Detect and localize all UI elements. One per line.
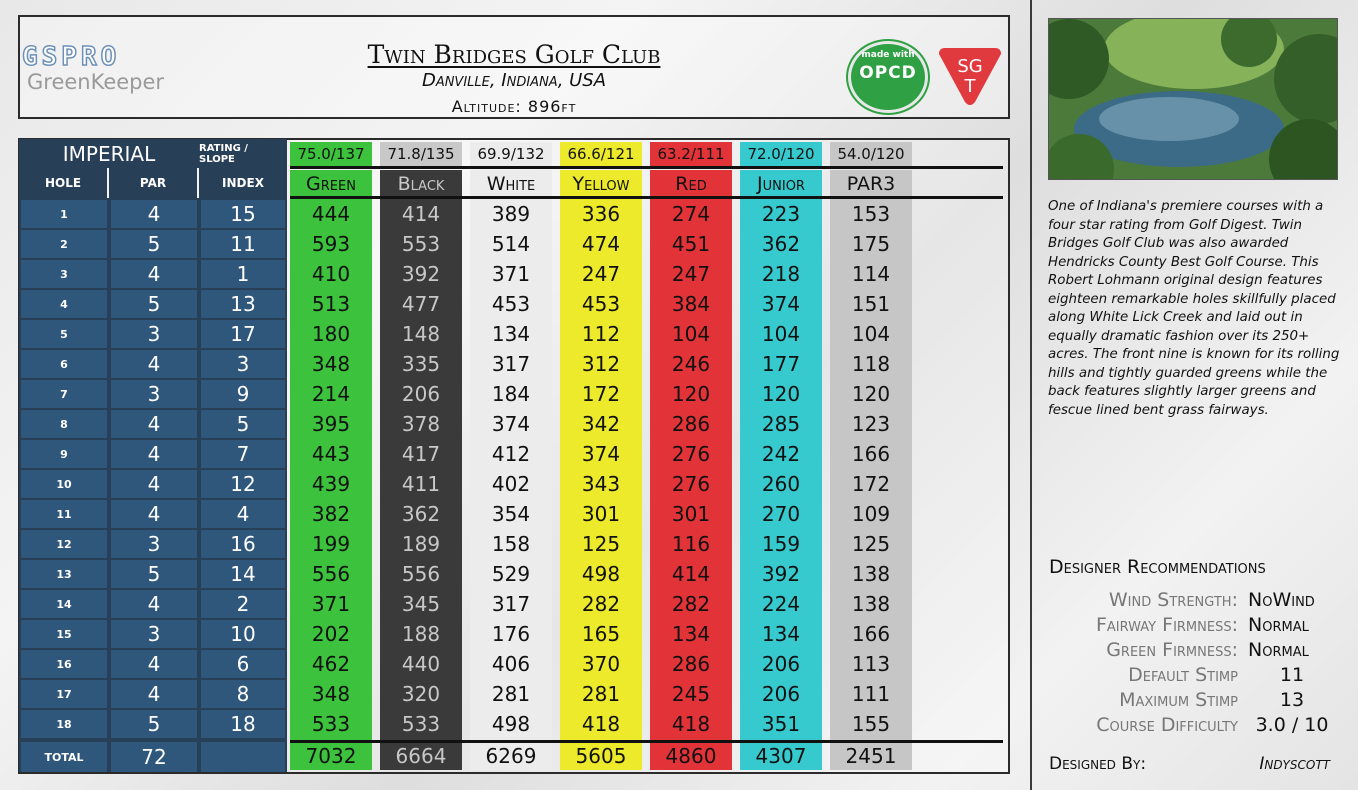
yardage-yellow: 312 <box>581 352 621 376</box>
yardage-green: 180 <box>311 322 351 346</box>
yardage-green: 202 <box>311 622 351 646</box>
index-value: 10 <box>201 620 285 648</box>
yardage-black: 417 <box>401 442 441 466</box>
hole-number: 9 <box>21 440 107 468</box>
yardage-junior: 206 <box>761 652 801 676</box>
yardage-black: 440 <box>401 652 441 676</box>
yardage-yellow: 112 <box>581 322 621 346</box>
tee-rating-yellow: 66.6/121 <box>560 142 642 166</box>
yardage-white: 406 <box>491 652 531 676</box>
recommendation-value: Normal <box>1248 639 1309 661</box>
yardage-red: 301 <box>671 502 711 526</box>
recommendation-value: NoWind <box>1248 589 1315 611</box>
yardage-junior: 260 <box>761 472 801 496</box>
yardage-junior: 134 <box>761 622 801 646</box>
hole-number: 13 <box>21 560 107 588</box>
yardage-red: 134 <box>671 622 711 646</box>
yardage-junior: 120 <box>761 382 801 406</box>
hole-number: 6 <box>21 350 107 378</box>
tee-rating-junior: 72.0/120 <box>740 142 822 166</box>
index-value: 16 <box>201 530 285 558</box>
par-value: 5 <box>111 710 197 738</box>
yardage-yellow: 301 <box>581 502 621 526</box>
yardage-red: 282 <box>671 592 711 616</box>
yardage-green: 593 <box>311 232 351 256</box>
yardage-black: 335 <box>401 352 441 376</box>
yardage-yellow: 125 <box>581 532 621 556</box>
yardage-red: 286 <box>671 412 711 436</box>
hole-number: 17 <box>21 680 107 708</box>
yardage-junior: 159 <box>761 532 801 556</box>
index-value: 6 <box>201 650 285 678</box>
total-yardage-red: 4860 <box>665 744 717 768</box>
par-value: 4 <box>111 440 197 468</box>
yardage-black: 362 <box>401 502 441 526</box>
recommendation-label: Course Difficulty <box>1096 714 1238 736</box>
par-value: 5 <box>111 560 197 588</box>
yardage-black: 414 <box>401 202 441 226</box>
tee-rating-black: 71.8/135 <box>380 142 462 166</box>
yardage-par3: 113 <box>851 652 891 676</box>
par-value: 4 <box>111 590 197 618</box>
index-value: 14 <box>201 560 285 588</box>
index-value: 1 <box>201 260 285 288</box>
yardage-red: 286 <box>671 652 711 676</box>
yardage-red: 245 <box>671 682 711 706</box>
yardage-red: 246 <box>671 352 711 376</box>
yardage-par3: 114 <box>851 262 891 286</box>
yardage-green: 513 <box>311 292 351 316</box>
yardage-par3: 125 <box>851 532 891 556</box>
par-value: 4 <box>111 410 197 438</box>
tee-name-black: Black <box>397 173 445 195</box>
par-value: 5 <box>111 230 197 258</box>
tee-name-junior: Junior <box>757 173 805 195</box>
yardage-par3: 111 <box>851 682 891 706</box>
yardage-black: 553 <box>401 232 441 256</box>
recommendation-label: Default Stimp <box>1128 664 1238 686</box>
tee-name-green: Green <box>306 173 356 195</box>
yardage-black: 378 <box>401 412 441 436</box>
recommendation-value: 11 <box>1279 664 1305 686</box>
hole-number: 4 <box>21 290 107 318</box>
course-photo <box>1048 18 1338 180</box>
yardage-black: 189 <box>401 532 441 556</box>
total-label: TOTAL <box>21 742 107 772</box>
yardage-junior: 206 <box>761 682 801 706</box>
tee-rating-green: 75.0/137 <box>290 142 372 166</box>
yardage-par3: 151 <box>851 292 891 316</box>
yardage-yellow: 336 <box>581 202 621 226</box>
index-value: 9 <box>201 380 285 408</box>
yardage-white: 281 <box>491 682 531 706</box>
index-value: 11 <box>201 230 285 258</box>
yardage-junior: 392 <box>761 562 801 586</box>
total-index-blank <box>201 742 285 772</box>
designed-by-label: Designed By: <box>1049 754 1147 774</box>
index-value: 15 <box>201 200 285 228</box>
yardage-white: 412 <box>491 442 531 466</box>
yardage-white: 453 <box>491 292 531 316</box>
yardage-par3: 138 <box>851 592 891 616</box>
par-value: 4 <box>111 200 197 228</box>
recommendation-label: Green Firmness: <box>1106 639 1238 661</box>
yardage-black: 320 <box>401 682 441 706</box>
yardage-black: 345 <box>401 592 441 616</box>
yardage-black: 148 <box>401 322 441 346</box>
yardage-red: 120 <box>671 382 711 406</box>
course-description: One of Indiana's premiere courses with a four star rating from Golf Digest. Twin Bridges Golf Club was also awarded Hendricks County Best Golf Course. This Robert Lohmann original design features eighteen remarkable holes skillfully placed along White Lick Creek and laid out in equally dramatic fashion over its 250+ acres. The front nine is known for its rolling hills and tightly guarded greens while the back features slightly larger greens and fescue lined bent grass fairways. <box>1048 199 1340 418</box>
index-value: 12 <box>201 470 285 498</box>
yardage-white: 158 <box>491 532 531 556</box>
recommendations-title: Designer Recommendations <box>1049 556 1266 578</box>
yardage-black: 206 <box>401 382 441 406</box>
yardage-red: 116 <box>671 532 711 556</box>
hole-number: 3 <box>21 260 107 288</box>
yardage-red: 276 <box>671 442 711 466</box>
greenkeeper-logo: GreenKeeper <box>27 70 165 94</box>
yardage-yellow: 370 <box>581 652 621 676</box>
hole-header: HOLE <box>19 168 107 198</box>
par-value: 4 <box>111 650 197 678</box>
index-value: 5 <box>201 410 285 438</box>
yardage-par3: 166 <box>851 622 891 646</box>
index-value: 17 <box>201 320 285 348</box>
yardage-black: 188 <box>401 622 441 646</box>
yardage-black: 477 <box>401 292 441 316</box>
yardage-par3: 138 <box>851 562 891 586</box>
yardage-red: 451 <box>671 232 711 256</box>
opcd-badge <box>848 41 928 113</box>
recommendation-label: Maximum Stimp <box>1119 689 1238 711</box>
yardage-white: 317 <box>491 592 531 616</box>
yardage-green: 371 <box>311 592 351 616</box>
yardage-yellow: 474 <box>581 232 621 256</box>
rating-slope-label: RATING / SLOPE <box>199 139 287 168</box>
yardage-green: 410 <box>311 262 351 286</box>
yardage-white: 514 <box>491 232 531 256</box>
hole-number: 1 <box>21 200 107 228</box>
gspro-logo: GSPRO <box>22 42 121 72</box>
index-value: 7 <box>201 440 285 468</box>
yardage-junior: 177 <box>761 352 801 376</box>
yardage-junior: 351 <box>761 712 801 736</box>
yardage-green: 443 <box>311 442 351 466</box>
yardage-green: 214 <box>311 382 351 406</box>
yardage-red: 418 <box>671 712 711 736</box>
yardage-white: 374 <box>491 412 531 436</box>
yardage-junior: 223 <box>761 202 801 226</box>
yardage-yellow: 165 <box>581 622 621 646</box>
yardage-par3: 175 <box>851 232 891 256</box>
par-value: 4 <box>111 260 197 288</box>
yardage-yellow: 247 <box>581 262 621 286</box>
yardage-white: 317 <box>491 352 531 376</box>
sgt-logo-top: SG <box>957 56 983 77</box>
total-par: 72 <box>111 742 197 772</box>
yardage-par3: 166 <box>851 442 891 466</box>
hole-number: 7 <box>21 380 107 408</box>
yardage-red: 414 <box>671 562 711 586</box>
yardage-yellow: 418 <box>581 712 621 736</box>
tee-rating-white: 69.9/132 <box>470 142 552 166</box>
recommendation-value: Normal <box>1248 614 1309 636</box>
yardage-yellow: 498 <box>581 562 621 586</box>
par-value: 4 <box>111 350 197 378</box>
yardage-red: 274 <box>671 202 711 226</box>
table-rule <box>290 196 1003 199</box>
designer-name: Indyscott <box>1259 754 1330 774</box>
yardage-junior: 242 <box>761 442 801 466</box>
yardage-red: 104 <box>671 322 711 346</box>
units-label: IMPERIAL <box>19 139 199 168</box>
yardage-par3: 118 <box>851 352 891 376</box>
yardage-black: 556 <box>401 562 441 586</box>
hole-number: 10 <box>21 470 107 498</box>
total-yardage-black: 6664 <box>395 744 447 768</box>
club-name: Twin Bridges Golf Club <box>367 40 661 69</box>
yardage-white: 354 <box>491 502 531 526</box>
par-value: 3 <box>111 380 197 408</box>
yardage-par3: 155 <box>851 712 891 736</box>
yardage-junior: 374 <box>761 292 801 316</box>
yardage-junior: 270 <box>761 502 801 526</box>
yardage-red: 384 <box>671 292 711 316</box>
index-value: 8 <box>201 680 285 708</box>
yardage-white: 529 <box>491 562 531 586</box>
opcd-badge-top: made with <box>861 50 915 60</box>
sgt-logo <box>935 46 1005 106</box>
recommendation-label: Fairway Firmness: <box>1095 614 1238 636</box>
tee-name-white: White <box>486 173 536 195</box>
hole-number: 2 <box>21 230 107 258</box>
hole-number: 5 <box>21 320 107 348</box>
hole-number: 16 <box>21 650 107 678</box>
yardage-green: 439 <box>311 472 351 496</box>
yardage-white: 389 <box>491 202 531 226</box>
yardage-green: 556 <box>311 562 351 586</box>
total-yardage-white: 6269 <box>485 744 537 768</box>
tee-name-yellow: Yellow <box>572 173 630 195</box>
sgt-logo-bottom: T <box>964 76 976 97</box>
index-value: 4 <box>201 500 285 528</box>
yardage-black: 411 <box>401 472 441 496</box>
yardage-green: 348 <box>311 352 351 376</box>
index-value: 18 <box>201 710 285 738</box>
tee-name-par3: PAR3 <box>846 173 896 195</box>
par-value: 5 <box>111 290 197 318</box>
yardage-yellow: 453 <box>581 292 621 316</box>
yardage-green: 462 <box>311 652 351 676</box>
yardage-green: 348 <box>311 682 351 706</box>
yardage-green: 382 <box>311 502 351 526</box>
tee-rating-red: 63.2/111 <box>650 142 732 166</box>
par-value: 4 <box>111 500 197 528</box>
yardage-red: 247 <box>671 262 711 286</box>
club-altitude: Altitude: 896ft <box>451 97 577 116</box>
par-value: 4 <box>111 470 197 498</box>
index-value: 13 <box>201 290 285 318</box>
yardage-black: 533 <box>401 712 441 736</box>
yardage-white: 134 <box>491 322 531 346</box>
yardage-yellow: 282 <box>581 592 621 616</box>
hole-number: 12 <box>21 530 107 558</box>
total-yardage-yellow: 5605 <box>575 744 627 768</box>
hole-number: 14 <box>21 590 107 618</box>
yardage-par3: 153 <box>851 202 891 226</box>
tee-rating-par3: 54.0/120 <box>830 142 912 166</box>
yardage-par3: 172 <box>851 472 891 496</box>
yardage-junior: 218 <box>761 262 801 286</box>
table-rule <box>290 740 1003 743</box>
yardage-red: 276 <box>671 472 711 496</box>
total-yardage-junior: 4307 <box>755 744 807 768</box>
par-value: 4 <box>111 680 197 708</box>
yardage-yellow: 342 <box>581 412 621 436</box>
yardage-yellow: 374 <box>581 442 621 466</box>
hole-number: 15 <box>21 620 107 648</box>
yardage-white: 371 <box>491 262 531 286</box>
hole-number: 11 <box>21 500 107 528</box>
yardage-junior: 104 <box>761 322 801 346</box>
yardage-par3: 123 <box>851 412 891 436</box>
yardage-green: 395 <box>311 412 351 436</box>
yardage-par3: 109 <box>851 502 891 526</box>
yardage-green: 444 <box>311 202 351 226</box>
club-location: Danville, Indiana, USA <box>421 70 607 91</box>
par-value: 3 <box>111 320 197 348</box>
yardage-par3: 104 <box>851 322 891 346</box>
yardage-junior: 285 <box>761 412 801 436</box>
yardage-white: 176 <box>491 622 531 646</box>
yardage-par3: 120 <box>851 382 891 406</box>
index-header: INDEX <box>199 168 287 198</box>
yardage-green: 199 <box>311 532 351 556</box>
yardage-yellow: 281 <box>581 682 621 706</box>
yardage-yellow: 172 <box>581 382 621 406</box>
recommendation-value: 13 <box>1279 689 1305 711</box>
tee-name-red: Red <box>675 173 707 195</box>
recommendation-value: 3.0 / 10 <box>1255 714 1329 736</box>
yardage-yellow: 343 <box>581 472 621 496</box>
total-yardage-green: 7032 <box>305 744 357 768</box>
panel-divider <box>1030 0 1032 790</box>
yardage-junior: 362 <box>761 232 801 256</box>
recommendation-label: Wind Strength: <box>1108 589 1238 611</box>
hole-number: 18 <box>21 710 107 738</box>
opcd-badge-main: OPCD <box>859 63 917 83</box>
hole-number: 8 <box>21 410 107 438</box>
total-yardage-par3: 2451 <box>845 744 897 768</box>
yardage-white: 402 <box>491 472 531 496</box>
table-rule <box>290 166 1003 169</box>
yardage-green: 533 <box>311 712 351 736</box>
index-value: 3 <box>201 350 285 378</box>
yardage-white: 498 <box>491 712 531 736</box>
par-header: PAR <box>109 168 197 198</box>
par-value: 3 <box>111 530 197 558</box>
yardage-junior: 224 <box>761 592 801 616</box>
yardage-black: 392 <box>401 262 441 286</box>
yardage-white: 184 <box>491 382 531 406</box>
par-value: 3 <box>111 620 197 648</box>
index-value: 2 <box>201 590 285 618</box>
